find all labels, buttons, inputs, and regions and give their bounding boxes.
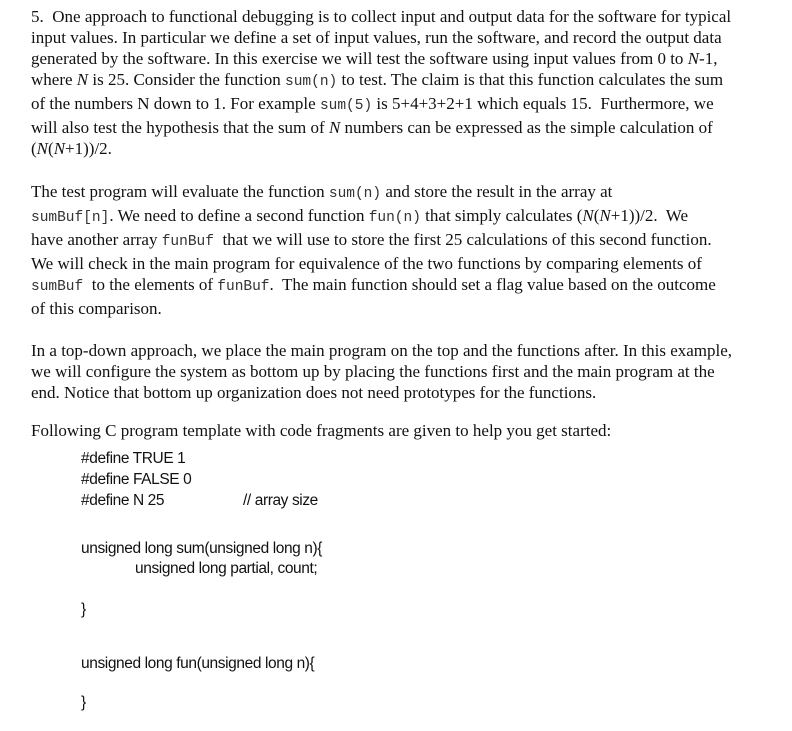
text-line: input values. In particular we define a set of input values, run the software, and record the output data (31, 28, 722, 47)
text-line: we will configure the system as bottom up by placing the functions first and the main program at the (31, 362, 715, 381)
code-line: unsigned long fun(unsigned long n){ (81, 655, 315, 672)
text-line: of the numbers N down to 1. For example sum(5) is 5+4+3+2+1 which equals 15. Furthermore, we (31, 94, 714, 114)
text-line: end. Notice that bottom up organization does not need prototypes for the functions. (31, 383, 597, 402)
text-line: where N is 25. Consider the function sum(n) to test. The claim is that this function calculates the sum (31, 70, 724, 90)
text-line: In a top-down approach, we place the main program on the top and the functions after. In this example, (31, 341, 733, 360)
text-line: of this comparison. (31, 299, 162, 318)
inline-code: funBuf (217, 279, 270, 295)
code-line: #define FALSE 0 (81, 471, 192, 488)
text-line: sumBuf[n]. We need to define a second function fun(n) that simply calculates (N(N+1))/2. We (31, 206, 689, 226)
inline-code: sumBuf (31, 279, 84, 295)
code-line: } (81, 694, 86, 711)
text-line: sumBuf to the elements of funBuf. The main function should set a flag value based on the outcome (31, 275, 716, 295)
inline-code: sum(n) (285, 74, 338, 90)
code-line: unsigned long partial, count; (135, 560, 318, 577)
text-line: The test program will evaluate the function sum(n) and store the result in the array at (31, 182, 613, 202)
text-line: will also test the hypothesis that the sum of N numbers can be expressed as the simple calculation of (31, 118, 713, 137)
code-line: unsigned long sum(unsigned long n){ (81, 540, 323, 557)
text-line: generated by the software. In this exercise we will test the software using input values from 0 to N-1, (31, 49, 718, 68)
inline-code: sumBuf[n] (31, 210, 110, 226)
inline-code: funBuf (161, 234, 214, 250)
code-line: #define N 25 (81, 492, 165, 509)
code-line: #define TRUE 1 (81, 450, 186, 467)
inline-code: fun(n) (368, 210, 421, 226)
inline-code: sum(5) (319, 98, 373, 114)
text-line: have another array funBuf that we will use to store the first 25 calculations of this second function. (31, 230, 712, 250)
code-line: } (81, 601, 86, 618)
text-line: Following C program template with code fragments are given to help you get started: (31, 421, 612, 440)
code-comment: // array size (243, 492, 318, 509)
text-line: 5. One approach to functional debugging is to collect input and output data for the software for typical (31, 7, 732, 26)
text-line: (N(N+1))/2. (31, 139, 112, 158)
inline-code: sum(n) (328, 186, 382, 202)
text-line: We will check in the main program for equivalence of the two functions by comparing elements of (31, 254, 702, 273)
